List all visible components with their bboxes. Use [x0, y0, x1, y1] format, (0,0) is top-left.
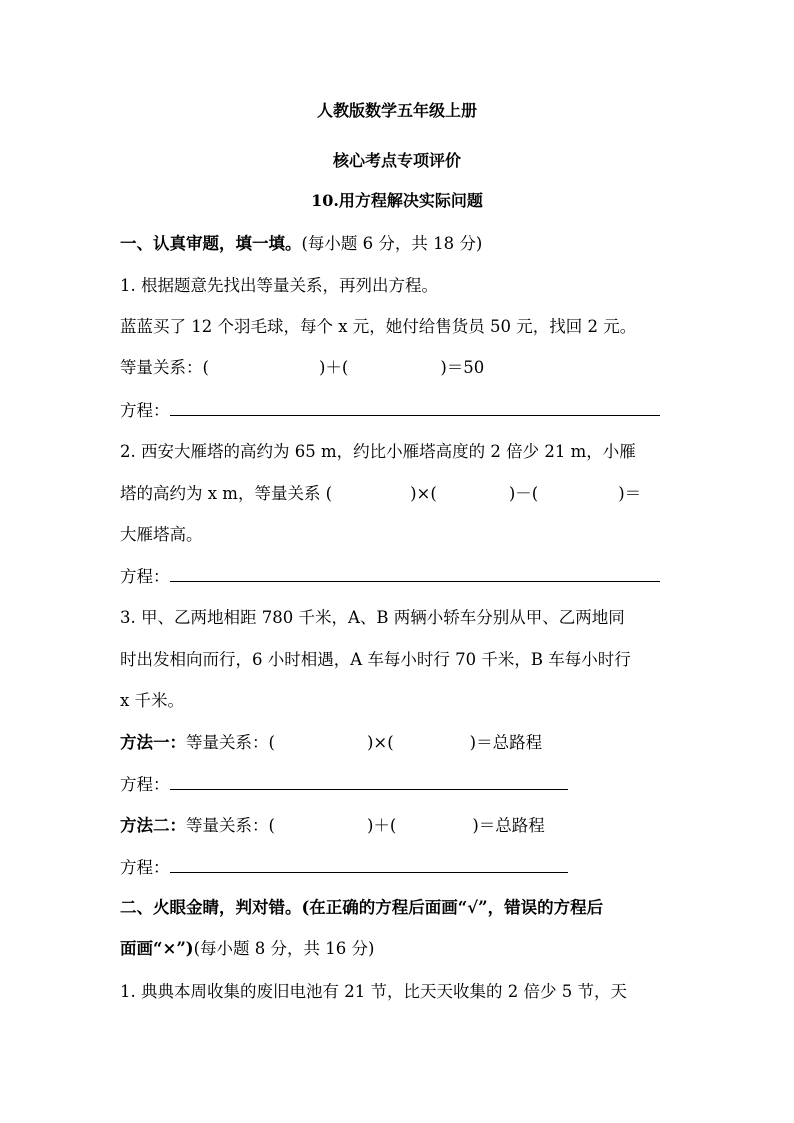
q2-relation-d: )＝ [618, 484, 642, 503]
q3-method2-c: )＝总路程 [472, 816, 545, 835]
lesson-title: 10.用方程解决实际问题 [311, 191, 483, 210]
q1-problem: 蓝蓝买了 12 个羽毛球，每个 x 元，她付给售货员 50 元，找回 2 元。 [120, 317, 637, 336]
q2-line1: 2. 西安大雁塔的高约为 65 m，约比小雁塔高度的 2 倍少 21 m，小雁 [120, 442, 636, 461]
unit-title: 核心考点专项评价 [332, 151, 461, 170]
q2-equation-label: 方程： [120, 567, 170, 586]
q1-relation [120, 358, 484, 378]
section2-score: (每小题 8 分，共 16 分) [193, 939, 375, 958]
q3-method1-equation-line[interactable] [170, 774, 568, 790]
q3-method2-label: 方法二： [120, 816, 186, 835]
q3-method2-equation-line[interactable] [170, 857, 568, 873]
q2-line3: 大雁塔高。 [120, 525, 203, 544]
section2-heading-line2 [120, 939, 374, 959]
q2-relation-a: 塔的高约为 x m，等量关系 ( [120, 484, 333, 503]
q2-relation-c: )－( [508, 484, 539, 503]
q3-line3: x 千米。 [120, 691, 185, 710]
q1-relation-end: )＝50 [440, 358, 485, 377]
q3-line1: 3. 甲、乙两地相距 780 千米，A、B 两辆小轿车分别从甲、乙两地同 [120, 608, 625, 627]
q3-method1-c: )＝总路程 [469, 733, 543, 752]
section2-q1-line1: 1. 典典本周收集的废旧电池有 21 节，比天天收集的 2 倍少 5 节，天 [120, 982, 627, 1001]
q2-relation [120, 484, 641, 504]
q1-equation-row [120, 400, 660, 421]
q3-method1-equation-label: 方程： [120, 775, 170, 794]
q3-method2-equation-row [120, 857, 568, 878]
q3-method1-a: 等量关系：( [186, 733, 275, 752]
q2-relation-b: )×( [410, 484, 437, 503]
q3-method1-relation [120, 733, 542, 753]
q3-line2: 时出发相向而行，6 小时相遇，A 车每小时行 70 千米，B 车每小时行 [120, 650, 631, 669]
section2-heading-line1: 二、火眼金睛，判对错。(在正确的方程后面画“√”，错误的方程后 [120, 898, 604, 917]
q1-relation-prefix: 等量关系：( [120, 358, 209, 377]
q3-method1-equation-row [120, 774, 568, 795]
section1-score: (每小题 6 分，共 18 分) [301, 234, 483, 253]
q3-method1-label: 方法一： [120, 733, 186, 752]
q3-method1-b: )×( [366, 733, 394, 752]
q2-equation-line[interactable] [170, 566, 660, 582]
q1-stem: 1. 根据题意先找出等量关系，再列出方程。 [120, 276, 438, 295]
book-title: 人教版数学五年级上册 [316, 101, 477, 120]
section2-heading-text: 面画“×”) [120, 939, 194, 958]
q2-equation-row [120, 566, 660, 587]
q1-equation-label: 方程： [120, 401, 170, 420]
q3-method2-a: 等量关系：( [186, 816, 275, 835]
section1-heading-text: 一、认真审题，填一填。 [120, 234, 302, 253]
section1-heading [120, 234, 482, 254]
q3-method2-equation-label: 方程： [120, 858, 170, 877]
q1-relation-mid: )＋( [318, 358, 349, 377]
q3-method2-relation [120, 816, 545, 836]
q3-method2-b: )＋( [366, 816, 397, 835]
q1-equation-line[interactable] [170, 400, 660, 416]
